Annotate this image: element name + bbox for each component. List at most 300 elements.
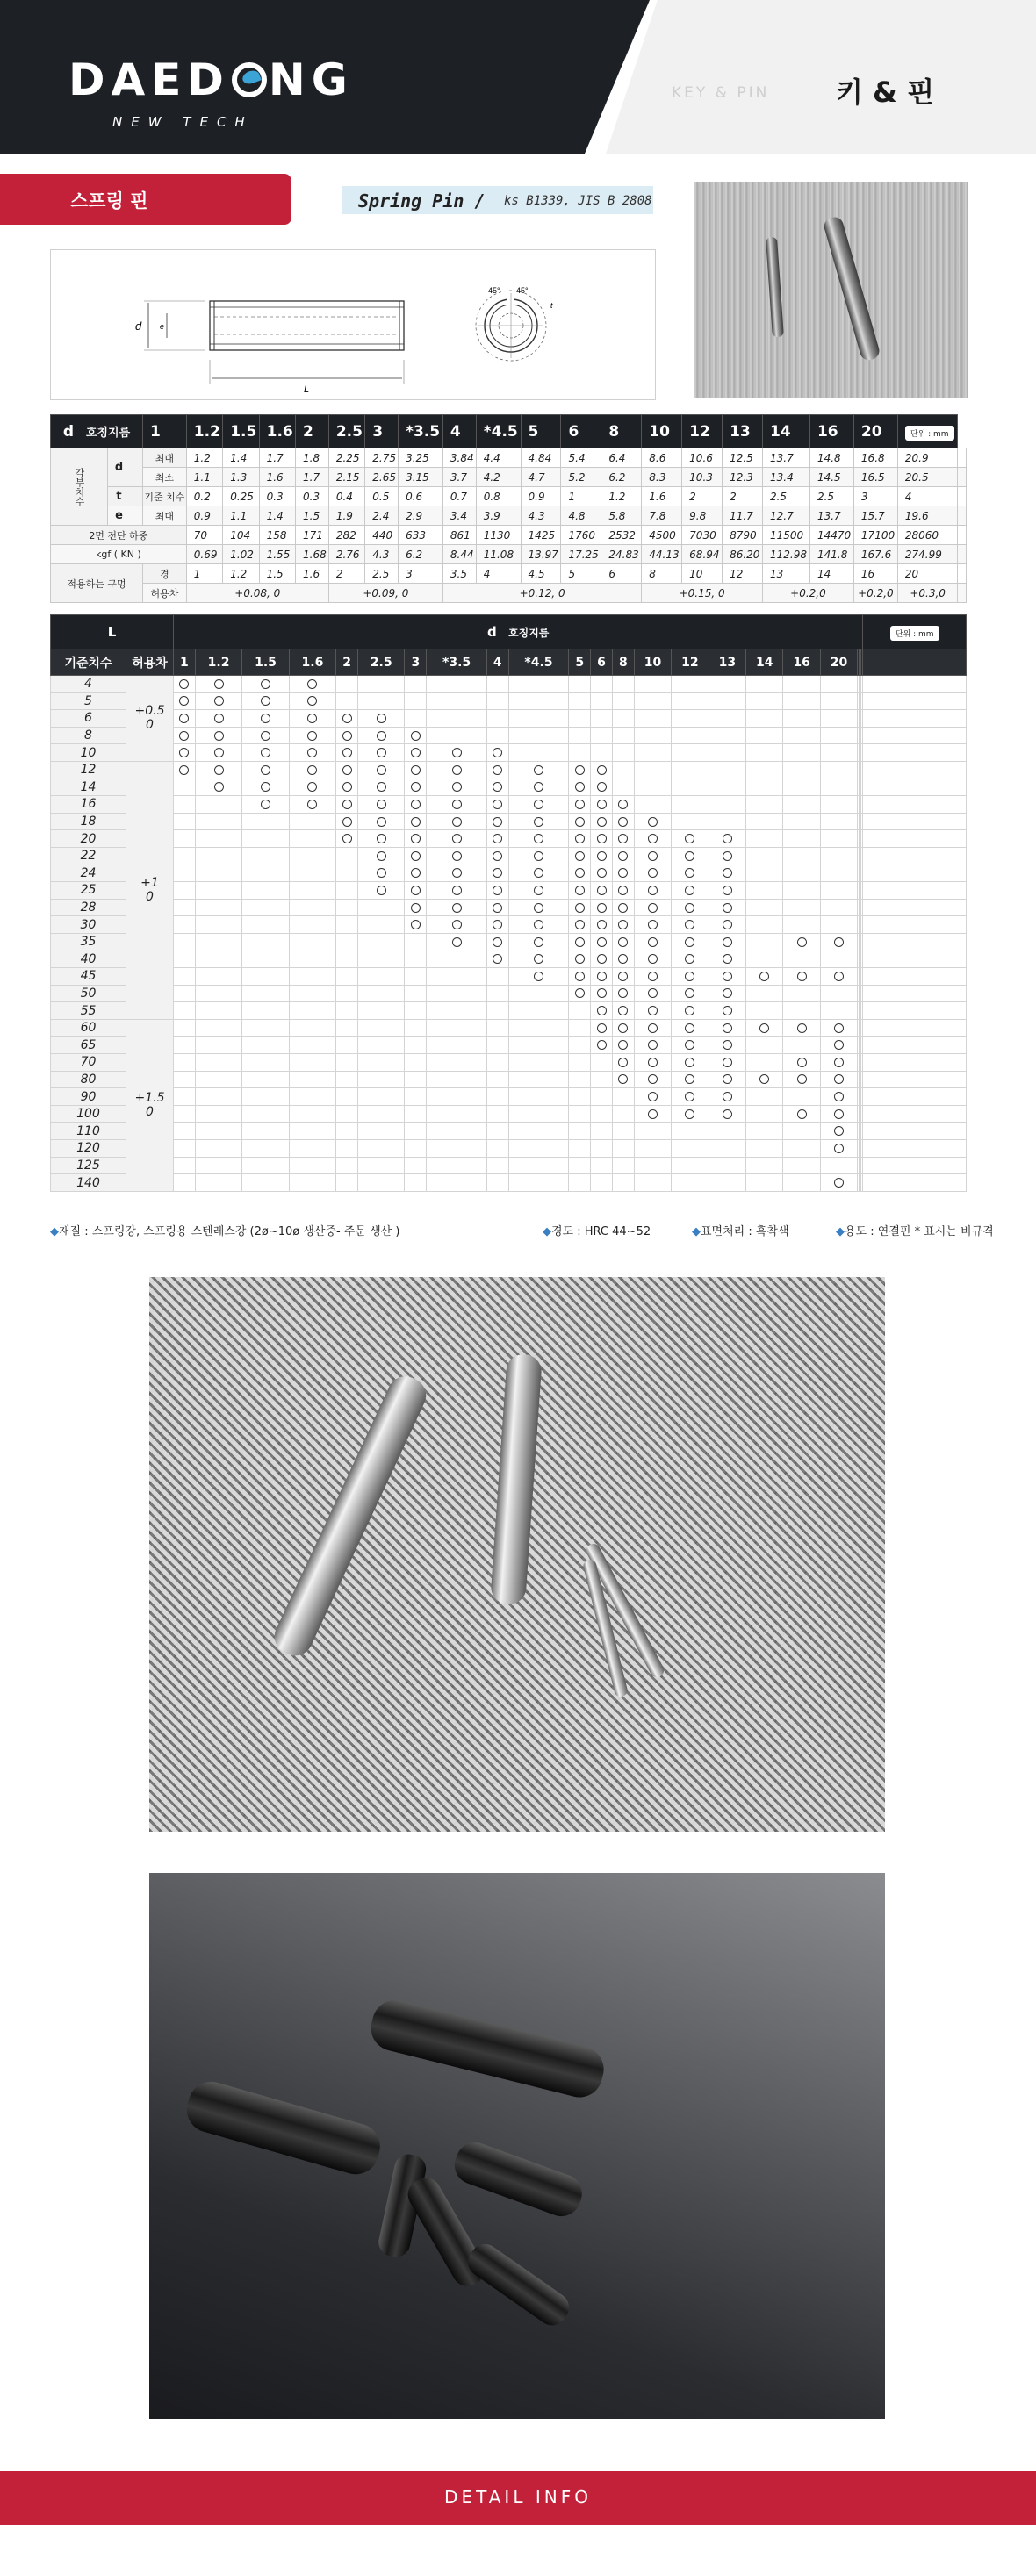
available-mark-icon: [575, 817, 585, 827]
availability-cell: [820, 779, 857, 796]
drawing-angle-right: 45°: [516, 286, 529, 295]
availability-cell: [336, 899, 358, 916]
availability-cell: [634, 727, 671, 744]
availability-cell: [820, 1002, 857, 1020]
availability-cell: [174, 779, 196, 796]
length-row: [51, 1054, 967, 1072]
shear-value: 7030: [682, 526, 723, 545]
availability-cell: [427, 1019, 487, 1037]
availability-cell: [358, 779, 405, 796]
availability-cell: [672, 1105, 709, 1123]
availability-cell: [242, 692, 289, 710]
availability-cell: [427, 951, 487, 968]
availability-cell: [174, 761, 196, 779]
availability-cell: [336, 692, 358, 710]
hole-tolerance-row: [51, 584, 967, 603]
section-tab: [0, 174, 291, 225]
availability-cell: [569, 744, 591, 762]
available-mark-icon: [452, 886, 462, 895]
availability-cell: [569, 692, 591, 710]
availability-cell: [783, 899, 820, 916]
availability-cell: [486, 1123, 508, 1140]
availability-cell: [591, 1123, 613, 1140]
length-table-header: [51, 615, 967, 649]
note-surface-text: 표면처리 : 흑착색: [701, 1225, 789, 1238]
empty-cell: [863, 1071, 967, 1088]
availability-cell: [508, 1071, 569, 1088]
available-mark-icon: [575, 903, 585, 913]
available-mark-icon: [685, 1074, 694, 1084]
available-mark-icon: [261, 679, 270, 689]
header-category: KEY & PIN: [672, 84, 770, 102]
available-mark-icon: [618, 886, 628, 895]
available-mark-icon: [723, 920, 732, 929]
availability-cell: [612, 916, 634, 934]
availability-cell: [634, 916, 671, 934]
availability-cell: [358, 1054, 405, 1072]
availability-cell: [634, 676, 671, 693]
availability-cell: [569, 847, 591, 865]
availability-cell: [427, 676, 487, 693]
photo-pins-black: [149, 1873, 885, 2419]
available-mark-icon: [411, 851, 421, 861]
availability-cell: [820, 882, 857, 900]
length-table: [50, 614, 967, 1192]
spec-main: Spring Pin /: [358, 190, 486, 212]
available-mark-icon: [723, 1006, 732, 1015]
value-cell: 14.8: [809, 448, 853, 468]
available-mark-icon: [214, 765, 224, 775]
available-mark-icon: [685, 920, 694, 929]
available-mark-icon: [534, 800, 543, 809]
availability-cell: [591, 1019, 613, 1037]
availability-cell: [709, 1157, 745, 1174]
availability-cell: [783, 865, 820, 882]
available-mark-icon: [834, 1023, 844, 1033]
available-mark-icon: [342, 782, 352, 792]
availability-cell: [569, 813, 591, 830]
available-mark-icon: [648, 886, 658, 895]
unit-cell: [863, 615, 967, 649]
availability-cell: [634, 1088, 671, 1106]
availability-cell: [405, 779, 427, 796]
value-cell: 16.8: [853, 448, 897, 468]
availability-cell: [820, 899, 857, 916]
detail-info-label: DETAIL INFO: [444, 2486, 592, 2508]
availability-cell: [358, 1174, 405, 1192]
availability-cell: [783, 1174, 820, 1192]
available-mark-icon: [411, 731, 421, 741]
availability-cell: [486, 779, 508, 796]
available-mark-icon: [759, 1023, 769, 1033]
available-mark-icon: [648, 920, 658, 929]
availability-cell: [746, 951, 783, 968]
availability-cell: [242, 1157, 289, 1174]
empty-cell: [863, 968, 967, 986]
availability-cell: [612, 727, 634, 744]
availability-cell: [612, 847, 634, 865]
available-mark-icon: [685, 1109, 694, 1119]
empty-cell: [863, 761, 967, 779]
availability-cell: [242, 1037, 289, 1054]
availability-cell: [746, 779, 783, 796]
available-mark-icon: [597, 903, 607, 913]
availability-cell: [405, 796, 427, 814]
photo-pins-silver: [694, 182, 968, 398]
size-header: 2.5: [358, 649, 405, 676]
availability-cell: [709, 1140, 745, 1158]
size-header: 4: [486, 649, 508, 676]
availability-cell: [783, 1157, 820, 1174]
availability-cell: [486, 744, 508, 762]
availability-cell: [672, 847, 709, 865]
available-mark-icon: [618, 920, 628, 929]
availability-cell: [746, 1105, 783, 1123]
length-value: 40: [51, 951, 126, 968]
availability-cell: [486, 1157, 508, 1174]
availability-cell: [486, 847, 508, 865]
availability-cell: [569, 1071, 591, 1088]
length-head-d-label: 호칭지름: [508, 627, 550, 639]
availability-cell: [486, 968, 508, 986]
length-value: 16: [51, 796, 126, 814]
available-mark-icon: [377, 868, 386, 878]
availability-cell: [612, 1054, 634, 1072]
availability-cell: [634, 1157, 671, 1174]
shear-value: 11.08: [476, 545, 521, 564]
availability-cell: [405, 830, 427, 848]
availability-cell: [174, 796, 196, 814]
available-mark-icon: [575, 937, 585, 947]
availability-cell: [612, 710, 634, 728]
availability-cell: [195, 1174, 241, 1192]
availability-cell: [427, 865, 487, 882]
availability-cell: [486, 865, 508, 882]
availability-cell: [820, 951, 857, 968]
availability-cell: [405, 916, 427, 934]
row-label: 최대: [143, 448, 187, 468]
availability-cell: [746, 692, 783, 710]
availability-cell: [820, 1105, 857, 1123]
availability-cell: [195, 1140, 241, 1158]
availability-cell: [427, 761, 487, 779]
spring-pin-drawing: [51, 250, 657, 401]
availability-cell: [174, 1123, 196, 1140]
availability-cell: [634, 1054, 671, 1072]
hole-tol-value: +0.15, 0: [642, 584, 763, 603]
available-mark-icon: [834, 972, 844, 981]
availability-cell: [634, 933, 671, 951]
availability-cell: [746, 899, 783, 916]
availability-cell: [358, 727, 405, 744]
availability-cell: [486, 1088, 508, 1106]
hole-diam-value: 20: [897, 564, 957, 584]
availability-cell: [358, 813, 405, 830]
available-mark-icon: [723, 886, 732, 895]
value-cell: 0.3: [259, 487, 295, 506]
hole-label: 적용하는 구멍: [51, 564, 143, 603]
availability-cell: [427, 1071, 487, 1088]
shear-value: 8790: [723, 526, 763, 545]
availability-cell: [569, 1002, 591, 1020]
available-mark-icon: [618, 903, 628, 913]
availability-cell: [672, 865, 709, 882]
availability-cell: [508, 1157, 569, 1174]
availability-cell: [486, 796, 508, 814]
hole-diam-value: 4: [476, 564, 521, 584]
availability-cell: [508, 1037, 569, 1054]
availability-cell: [242, 882, 289, 900]
available-mark-icon: [575, 954, 585, 964]
availability-cell: [783, 1071, 820, 1088]
length-row: [51, 744, 967, 762]
available-mark-icon: [377, 800, 386, 809]
shear-value: 24.83: [601, 545, 642, 564]
empty-cell: [863, 1002, 967, 1020]
availability-cell: [195, 1019, 241, 1037]
empty-cell: [863, 692, 967, 710]
available-mark-icon: [179, 696, 189, 706]
availability-cell: [612, 1157, 634, 1174]
availability-cell: [336, 1019, 358, 1037]
availability-cell: [820, 727, 857, 744]
available-mark-icon: [723, 937, 732, 947]
available-mark-icon: [342, 731, 352, 741]
availability-cell: [612, 882, 634, 900]
value-cell: 3.25: [399, 448, 443, 468]
availability-cell: [427, 1105, 487, 1123]
availability-cell: [508, 899, 569, 916]
availability-cell: [569, 882, 591, 900]
availability-cell: [336, 830, 358, 848]
available-mark-icon: [575, 800, 585, 809]
available-mark-icon: [648, 972, 658, 981]
available-mark-icon: [261, 696, 270, 706]
shear-value: 1.02: [223, 545, 259, 564]
brand-logo[interactable]: [68, 54, 354, 105]
availability-cell: [427, 933, 487, 951]
availability-cell: [508, 727, 569, 744]
size-header: 1: [174, 649, 196, 676]
value-cell: 1.1: [223, 506, 259, 526]
availability-cell: [612, 692, 634, 710]
availability-cell: [612, 761, 634, 779]
available-mark-icon: [214, 714, 224, 723]
availability-cell: [405, 744, 427, 762]
size-header: 1.6: [289, 649, 335, 676]
empty-cell: [863, 1140, 967, 1158]
availability-cell: [242, 968, 289, 986]
hole-tol-value: +0.3,0: [897, 584, 957, 603]
availability-cell: [508, 830, 569, 848]
available-mark-icon: [534, 903, 543, 913]
availability-cell: [612, 744, 634, 762]
length-row: [51, 676, 967, 693]
availability-cell: [783, 985, 820, 1002]
availability-cell: [174, 882, 196, 900]
length-value: 8: [51, 727, 126, 744]
length-value: 70: [51, 1054, 126, 1072]
availability-cell: [174, 968, 196, 986]
availability-cell: [508, 1002, 569, 1020]
value-cell: 1: [561, 487, 601, 506]
available-mark-icon: [597, 1040, 607, 1050]
available-mark-icon: [648, 1006, 658, 1015]
availability-cell: [336, 985, 358, 1002]
availability-cell: [242, 847, 289, 865]
availability-cell: [634, 865, 671, 882]
tolerance-lower: 0: [146, 718, 154, 733]
availability-cell: [746, 916, 783, 934]
availability-cell: [783, 796, 820, 814]
available-mark-icon: [723, 1092, 732, 1101]
availability-cell: [289, 1140, 335, 1158]
available-mark-icon: [597, 988, 607, 998]
availability-cell: [174, 1019, 196, 1037]
availability-cell: [242, 796, 289, 814]
available-mark-icon: [575, 972, 585, 981]
availability-cell: [242, 1002, 289, 1020]
hole-tol-value: +0.09, 0: [328, 584, 442, 603]
available-mark-icon: [411, 868, 421, 878]
availability-cell: [746, 1002, 783, 1020]
shear-value: 1.68: [296, 545, 329, 564]
availability-cell: [783, 1105, 820, 1123]
availability-cell: [289, 933, 335, 951]
drawing-angle-left: 45°: [488, 286, 500, 295]
availability-cell: [174, 1054, 196, 1072]
available-mark-icon: [493, 954, 502, 964]
availability-cell: [569, 779, 591, 796]
availability-cell: [672, 951, 709, 968]
availability-cell: [195, 951, 241, 968]
availability-cell: [405, 1157, 427, 1174]
available-mark-icon: [575, 988, 585, 998]
availability-cell: [508, 1174, 569, 1192]
empty-cell: [863, 796, 967, 814]
available-mark-icon: [377, 765, 386, 775]
value-cell: 13.7: [809, 506, 853, 526]
availability-cell: [289, 1054, 335, 1072]
availability-cell: [783, 744, 820, 762]
detail-info-footer[interactable]: [0, 2471, 1036, 2525]
value-cell: 0.4: [328, 487, 364, 506]
available-mark-icon: [307, 714, 317, 723]
shear-value: 28060: [897, 526, 957, 545]
empty-cell: [863, 676, 967, 693]
availability-cell: [672, 1140, 709, 1158]
available-mark-icon: [377, 782, 386, 792]
value-cell: 0.8: [476, 487, 521, 506]
value-cell: 2.65: [365, 468, 399, 487]
spec-standard: ks B1339, JIS B 2808: [504, 194, 652, 208]
availability-cell: [783, 779, 820, 796]
available-mark-icon: [618, 954, 628, 964]
page-title: 키 & 핀: [836, 75, 935, 109]
availability-cell: [709, 676, 745, 693]
availability-cell: [591, 779, 613, 796]
availability-cell: [427, 796, 487, 814]
available-mark-icon: [493, 937, 502, 947]
available-mark-icon: [648, 954, 658, 964]
availability-cell: [358, 951, 405, 968]
available-mark-icon: [797, 1109, 807, 1119]
available-mark-icon: [685, 903, 694, 913]
length-value: 35: [51, 933, 126, 951]
availability-cell: [709, 882, 745, 900]
length-row: [51, 1002, 967, 1020]
empty-cell: [958, 468, 967, 487]
availability-cell: [358, 1002, 405, 1020]
availability-cell: [634, 692, 671, 710]
available-mark-icon: [685, 972, 694, 981]
availability-cell: [820, 710, 857, 728]
availability-cell: [195, 1071, 241, 1088]
empty-cell: [863, 1157, 967, 1174]
availability-cell: [783, 951, 820, 968]
available-mark-icon: [261, 731, 270, 741]
value-cell: 0.9: [186, 506, 222, 526]
size-header: 5: [521, 415, 561, 448]
value-cell: 1.6: [259, 468, 295, 487]
availability-cell: [289, 1088, 335, 1106]
available-mark-icon: [723, 972, 732, 981]
availability-cell: [174, 676, 196, 693]
availability-cell: [427, 727, 487, 744]
availability-cell: [358, 985, 405, 1002]
availability-cell: [612, 1019, 634, 1037]
availability-cell: [195, 710, 241, 728]
availability-cell: [174, 710, 196, 728]
empty-cell: [863, 813, 967, 830]
empty-cell: [863, 985, 967, 1002]
availability-cell: [612, 1123, 634, 1140]
available-mark-icon: [493, 920, 502, 929]
availability-cell: [591, 1071, 613, 1088]
availability-cell: [783, 1037, 820, 1054]
dimension-row: [51, 506, 967, 526]
availability-cell: [746, 985, 783, 1002]
availability-cell: [508, 1088, 569, 1106]
size-header: 1.2: [186, 415, 222, 448]
hole-tol-label: 허용차: [143, 584, 187, 603]
available-mark-icon: [648, 1074, 658, 1084]
size-header: 13: [723, 415, 763, 448]
value-cell: 10.6: [682, 448, 723, 468]
empty-cell: [958, 526, 967, 545]
availability-cell: [405, 1071, 427, 1088]
availability-cell: [569, 951, 591, 968]
availability-cell: [591, 830, 613, 848]
availability-cell: [174, 1002, 196, 1020]
available-mark-icon: [834, 937, 844, 947]
available-mark-icon: [452, 868, 462, 878]
availability-cell: [672, 830, 709, 848]
value-cell: 13.7: [762, 448, 809, 468]
hole-diam-value: 13: [762, 564, 809, 584]
availability-cell: [783, 692, 820, 710]
availability-cell: [612, 951, 634, 968]
availability-cell: [709, 1174, 745, 1192]
row-symbol: t: [116, 490, 122, 503]
availability-cell: [612, 933, 634, 951]
available-mark-icon: [377, 817, 386, 827]
availability-cell: [508, 761, 569, 779]
length-head-d-symbol: d: [487, 624, 497, 640]
availability-cell: [746, 1157, 783, 1174]
availability-cell: [336, 1157, 358, 1174]
length-value: 25: [51, 882, 126, 900]
